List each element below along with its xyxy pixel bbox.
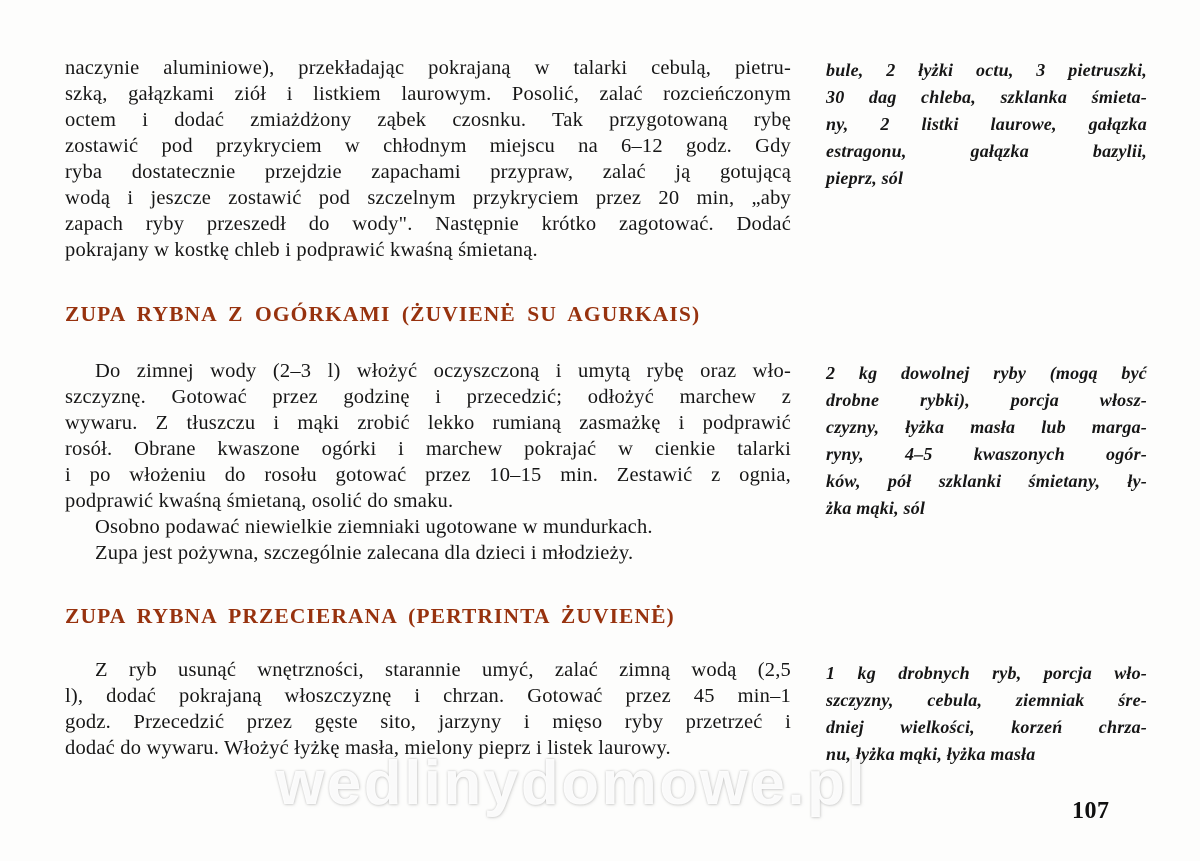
paragraph-recipe2-note <box>65 540 791 566</box>
site-watermark: wedlinydomowe.pl <box>276 749 868 818</box>
text-line: podprawić kwaśną śmietaną, osolić do smaku. <box>65 490 454 512</box>
page-number: 107 <box>1072 798 1110 824</box>
paragraph-recipe3-main <box>65 657 791 761</box>
text-line: szczyzny, cebula, ziemniak śre- <box>826 690 1147 710</box>
text-line: szką, gałązkami ziół i listkiem laurowym. Posolić, zalać rozcieńczonym <box>65 83 791 105</box>
text-line: Do zimnej wody (2–3 l) włożyć oczyszczoną i umytą rybę oraz wło- <box>95 360 791 382</box>
text-line: bule, 2 łyżki octu, 3 pietruszki, <box>826 60 1147 80</box>
text-line: żka mąki, sól <box>826 498 926 518</box>
text-line: ryba dostatecznie przejdzie zapachami przypraw, zalać ją gotującą <box>65 161 791 183</box>
recipe2-body <box>65 358 791 566</box>
text-line: rosół. Obrane kwaszone ogórki i marchew pokrajać w cienkie talarki <box>65 438 791 460</box>
text-line: 1 kg drobnych ryb, porcja wło- <box>826 663 1147 683</box>
text-line: Z ryb usunąć wnętrzności, starannie umyć, zalać zimną wodą (2,5 <box>95 659 791 681</box>
text-line: szczyznę. Gotować przez godzinę i przecedzić; odłożyć marchew z <box>65 386 791 408</box>
text-line: Zupa jest pożywna, szczególnie zalecana dla dzieci i młodzieży. <box>95 542 634 564</box>
text-line: estragonu, gałązka bazylii, <box>826 141 1147 161</box>
text-line: zostawić pod przykryciem w chłodnym miejscu na 6–12 godz. Gdy <box>65 135 791 157</box>
text-line: naczynie aluminiowe), przekładając pokrajaną w talarki cebulą, pietru- <box>65 57 791 79</box>
recipe-title-zupa-rybna-z-ogorkami: ZUPA RYBNA Z OGÓRKAMI (ŻUVIENĖ SU AGURKAIS) <box>65 302 701 326</box>
text-line: nu, łyżka mąki, łyżka masła <box>826 744 1036 764</box>
text-line: octem i dodać zmiażdżony ząbek czosnku. Tak przygotowaną rybę <box>65 109 791 131</box>
margin-note-recipe2-ingredients <box>826 360 1147 522</box>
paragraph-recipe1-continuation <box>65 55 791 263</box>
text-line: pokrajany w kostkę chleb i podprawić kwaśną śmietaną. <box>65 239 538 261</box>
paragraph-recipe2-serving <box>65 514 791 540</box>
text-line: drobne rybki), porcja włosz- <box>826 390 1147 410</box>
text-line: Osobno podawać niewielkie ziemniaki ugotowane w mundurkach. <box>95 516 653 538</box>
text-line: i po włożeniu do rosołu gotować przez 10–15 min. Zestawić z ognia, <box>65 464 791 486</box>
paragraph-recipe2-main <box>65 358 791 514</box>
text-line: l), dodać pokrajaną włoszczyznę i chrzan. Gotować przez 45 min–1 <box>65 685 791 707</box>
text-line: czyzny, łyżka masła lub marga- <box>826 417 1147 437</box>
text-line: dodać do wywaru. Włożyć łyżkę masła, mielony pieprz i listek laurowy. <box>65 737 671 759</box>
text-line: 30 dag chleba, szklanka śmieta- <box>826 87 1147 107</box>
text-line: wodą i jeszcze zostawić pod szczelnym przykryciem przez 20 min, „aby <box>65 187 791 209</box>
margin-note-recipe1-ingredients <box>826 57 1147 192</box>
text-line: godz. Przecedzić przez gęste sito, jarzyny i mięso ryby przetrzeć i <box>65 711 791 733</box>
text-line: ków, pół szklanki śmietany, ły- <box>826 471 1147 491</box>
text-line: wywaru. Z tłuszczu i mąki zrobić lekko rumianą zasmażkę i podprawić <box>65 412 791 434</box>
recipe-title-zupa-rybna-przecierana: ZUPA RYBNA PRZECIERANA (PERTRINTA ŻUVIENĖ) <box>65 604 675 628</box>
text-line: ryny, 4–5 kwaszonych ogór- <box>826 444 1147 464</box>
text-line: zapach ryby przeszedł do wody". Następnie krótko zagotować. Dodać <box>65 213 791 235</box>
text-line: pieprz, sól <box>826 168 904 188</box>
text-line: ny, 2 listki laurowe, gałązka <box>826 114 1147 134</box>
text-line: dniej wielkości, korzeń chrza- <box>826 717 1147 737</box>
margin-note-recipe3-ingredients <box>826 660 1147 768</box>
text-line: 2 kg dowolnej ryby (mogą być <box>826 363 1147 383</box>
